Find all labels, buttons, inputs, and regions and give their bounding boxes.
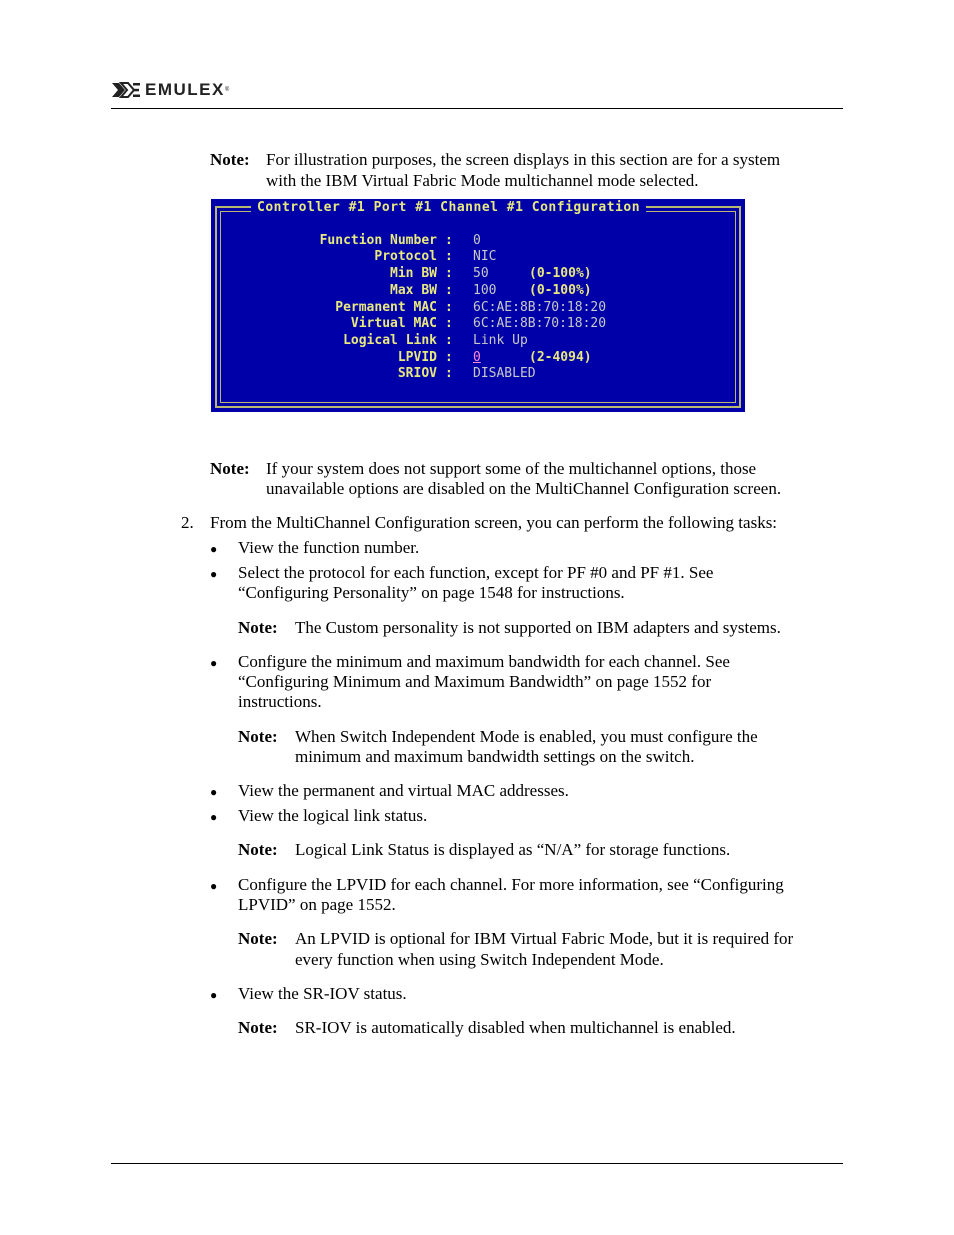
bullet-glyph: ● (210, 567, 218, 581)
list-item: View the logical link status. (238, 806, 428, 825)
field-colon: : (445, 283, 453, 298)
note-text: For illustration purposes, the screen displays in this section are for a system (266, 150, 781, 169)
field-range-lpvid: (2-4094) (529, 350, 592, 365)
field-label-sriov: SRIOV (397, 366, 437, 381)
field-value-max-bw[interactable]: 100 (473, 283, 497, 298)
list-item-cont: LPVID” on page 1552. (238, 895, 396, 914)
note-text: Logical Link Status is displayed as “N/A” for storage functions. (295, 840, 731, 859)
list-item: Select the protocol for each function, except for PF #0 and PF #1. See (238, 563, 714, 582)
note-text: The Custom personality is not supported on IBM adapters and systems. (295, 618, 781, 637)
note-label: Note: (238, 929, 278, 948)
list-item: Configure the LPVID for each channel. For more information, see “Configuring (238, 875, 784, 894)
note-label: Note: (210, 459, 250, 478)
field-value-protocol[interactable]: NIC (473, 249, 497, 264)
list-item-cont: instructions. (238, 692, 322, 711)
field-range-min-bw: (0-100%) (529, 266, 592, 281)
note-label: Note: (238, 840, 278, 859)
note-label: Note: (238, 727, 278, 746)
note-label: Note: (210, 150, 250, 169)
field-label-virtual-mac: Virtual MAC (350, 316, 437, 331)
note-text: SR-IOV is automatically disabled when multichannel is enabled. (295, 1018, 736, 1037)
field-colon: : (445, 366, 453, 381)
bullet-glyph: ● (210, 988, 218, 1002)
bullet-glyph: ● (210, 542, 218, 556)
field-colon: : (445, 233, 453, 248)
page-header (111, 80, 843, 110)
field-value-permanent-mac: 6C:AE:8B:70:18:20 (473, 300, 607, 315)
emulex-logo-icon (111, 81, 141, 99)
field-value-function-number: 0 (473, 233, 481, 248)
field-label-protocol: Protocol (374, 249, 437, 264)
note-label: Note: (238, 618, 278, 637)
header-rule (111, 108, 843, 109)
note-text: unavailable options are disabled on the MultiChannel Configuration screen. (266, 479, 782, 498)
bullet-glyph: ● (210, 879, 218, 893)
field-value-lpvid[interactable] (473, 350, 481, 366)
footer-rule (111, 1163, 843, 1164)
note-text: An LPVID is optional for IBM Virtual Fabric Mode, but it is required for (295, 929, 794, 948)
note-text: with the IBM Virtual Fabric Mode multichannel mode selected. (266, 171, 699, 190)
bios-title: Controller #1 Port #1 Channel #1 Configuration (251, 200, 646, 215)
list-item: View the SR-IOV status. (238, 984, 407, 1003)
field-value-logical-link: Link Up (473, 333, 528, 348)
emulex-logo (111, 80, 229, 100)
step-text: From the MultiChannel Configuration screen, you can perform the following tasks: (210, 513, 778, 532)
field-colon: : (445, 300, 453, 315)
bullet-glyph: ● (210, 810, 218, 824)
field-label-permanent-mac: Permanent MAC (335, 300, 437, 315)
logo-trademark: ® (224, 87, 230, 93)
logo-wordmark: EMULEX (145, 80, 225, 99)
bios-config-screen (211, 199, 745, 412)
lpvid-input-cursor[interactable]: 0 (473, 350, 481, 365)
field-value-min-bw[interactable]: 50 (473, 266, 489, 281)
bullet-glyph: ● (210, 785, 218, 799)
bullet-glyph: ● (210, 656, 218, 670)
field-value-virtual-mac: 6C:AE:8B:70:18:20 (473, 316, 607, 331)
field-label-min-bw: Min BW (390, 266, 437, 281)
field-value-sriov: DISABLED (473, 366, 536, 381)
field-label-function-number: Function Number (319, 233, 437, 248)
field-label-max-bw: Max BW (390, 283, 437, 298)
list-item-cont: “Configuring Personality” on page 1548 for instructions. (238, 583, 625, 602)
field-colon: : (445, 316, 453, 331)
field-label-lpvid: LPVID (397, 350, 437, 365)
note-text: If your system does not support some of the multichannel options, those (266, 459, 757, 478)
field-colon: : (445, 266, 453, 281)
step-number: 2. (181, 513, 194, 532)
list-item: Configure the minimum and maximum bandwidth for each channel. See (238, 652, 730, 671)
field-colon: : (445, 350, 453, 365)
field-colon: : (445, 333, 453, 348)
list-item-cont: “Configuring Minimum and Maximum Bandwidth” on page 1552 for (238, 672, 712, 691)
list-item: View the permanent and virtual MAC addresses. (238, 781, 569, 800)
field-colon: : (445, 249, 453, 264)
field-label-logical-link: Logical Link (343, 333, 437, 348)
note-text: When Switch Independent Mode is enabled, you must configure the (295, 727, 758, 746)
field-range-max-bw: (0-100%) (529, 283, 592, 298)
note-text: minimum and maximum bandwidth settings on the switch. (295, 747, 695, 766)
note-text: every function when using Switch Independent Mode. (295, 950, 664, 969)
note-label: Note: (238, 1018, 278, 1037)
list-item: View the function number. (238, 538, 420, 557)
